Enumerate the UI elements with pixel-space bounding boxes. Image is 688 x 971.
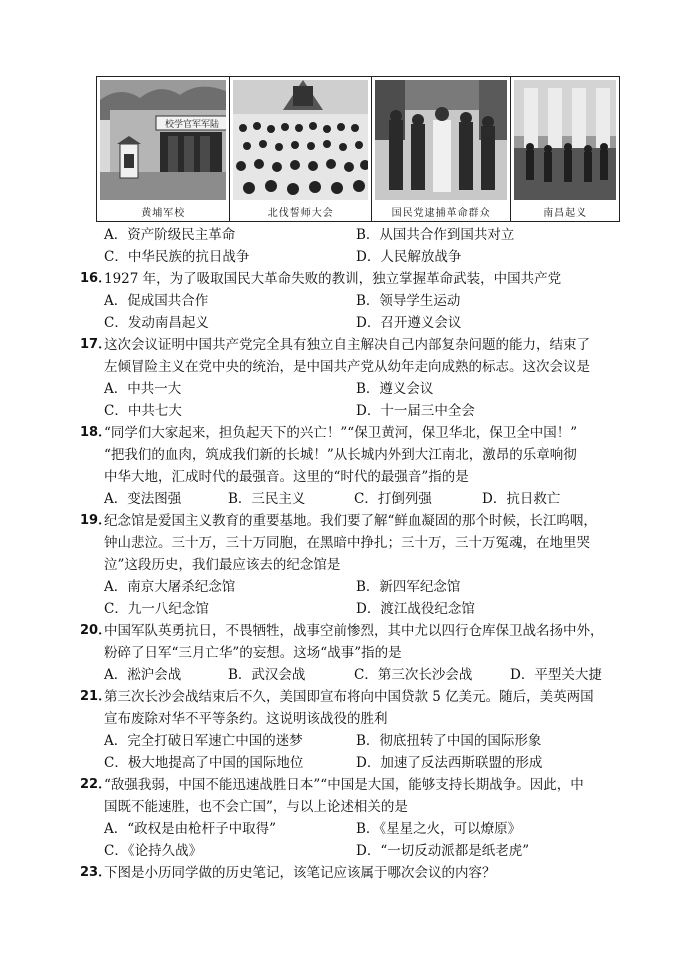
q22-option-b: B．《星星之火，可以燎原》 [356, 821, 522, 837]
question-22 [80, 774, 640, 796]
q18-option-c: C．打倒列强 [354, 491, 432, 507]
q22-text-line1: “敌强我弱，中国不能迅速战胜日本”“中国是大国，能够支持长期战争。因此，中 [104, 777, 584, 793]
q19-text-line3: 泣”这段历史，我们最应该去的纪念馆是 [104, 557, 341, 573]
photo-northern-expedition-caption: 北伐誓师大会 [267, 208, 334, 219]
q17-option-a: A．中共一大 [104, 381, 182, 397]
q19-option-d: D．渡江战役纪念馆 [356, 601, 475, 617]
photo-northern-expedition [230, 77, 371, 221]
photo-whampoa [97, 77, 230, 221]
q16-option-a: A．促成国共合作 [104, 293, 209, 309]
photo-nanchang-uprising-caption: 南昌起义 [543, 208, 588, 219]
q22-options-row2 [80, 840, 640, 862]
q18-option-b: B．三民主义 [228, 491, 306, 507]
question-21 [80, 686, 640, 708]
q15-option-a: A．资产阶级民主革命 [104, 227, 236, 243]
q19-option-a: A．南京大屠杀纪念馆 [104, 579, 236, 595]
q16-option-b: B．领导学生运动 [356, 293, 461, 309]
q23-text: 下图是小历同学做的历史笔记，该笔记应该属于哪次会议的内容？ [104, 865, 496, 881]
q22-option-a: A．“政权是由枪杆子中取得” [104, 821, 277, 837]
photo-nanchang-uprising [511, 77, 619, 221]
q18-text-line3: 中华大地，汇成时代的最强音。这里的“时代的最强音”指的是 [104, 469, 469, 485]
q21-option-d: D．加速了反法西斯联盟的形成 [356, 755, 543, 771]
q16-number: 16． [80, 271, 112, 286]
q16-option-d: D．召开遵义会议 [356, 315, 462, 331]
q22-option-c: C．《论持久战》 [104, 843, 203, 859]
photo-strip [96, 76, 620, 222]
q19-text-line1: 纪念馆是爱国主义教育的重要基地。我们要了解“鲜血凝固的那个时候，长江呜咽， [104, 513, 597, 529]
photo-nanchang-uprising-image [514, 80, 616, 200]
q20-option-b: B．武汉会战 [228, 667, 306, 683]
q20-number: 20． [80, 623, 112, 638]
question-17 [80, 334, 640, 356]
q17-text-line1: 这次会议证明中国共产党完全具有独立自主解决自己内部复杂问题的能力，结束了 [104, 337, 590, 353]
q22-text-line2: 国既不能速胜，也不会亡国”，与以上论述相关的是 [104, 799, 408, 815]
q17-text-line2: 左倾冒险主义在党中央的统治，是中国共产党从幼年走向成熟的标志。这次会议是 [104, 359, 590, 375]
photo-whampoa-sign: 校学官军军陆 [164, 120, 220, 130]
q15-option-c: C．中华民族的抗日战争 [104, 249, 250, 265]
q20-option-a: A．淞沪会战 [104, 667, 182, 683]
q21-option-b: B．彻底扭转了中国的国际形象 [356, 733, 542, 749]
q17-option-c: C．中共七大 [104, 403, 182, 419]
question-list [80, 224, 640, 884]
question-20 [80, 620, 640, 642]
q17-number: 17． [80, 337, 112, 352]
q18-text-line1: “同学们大家起来，担负起天下的兴亡！”“保卫黄河，保卫华北，保卫全中国！” [104, 425, 578, 441]
q15-options-row2 [80, 246, 640, 268]
q20-text-line1: 中国军队英勇抗日，不畏牺牲，战事空前惨烈，其中尤以四行仓库保卫战名扬中外， [104, 623, 604, 639]
photo-whampoa-image [100, 80, 226, 200]
q20-option-c: C．第三次长沙会战 [354, 667, 473, 683]
q21-options-row1 [80, 730, 640, 752]
q23-number: 23． [80, 865, 112, 880]
photo-whampoa-caption: 黄埔军校 [141, 208, 186, 219]
question-19 [80, 510, 640, 532]
photo-kmt-arrests-image [375, 80, 507, 200]
q15-option-b: B．从国共合作到国共对立 [356, 227, 515, 243]
q17-option-d: D．十一届三中全会 [356, 403, 475, 419]
q22-options-row1 [80, 818, 640, 840]
q18-number: 18． [80, 425, 112, 440]
q16-option-c: C．发动南昌起义 [104, 315, 209, 331]
q16-options-row1 [80, 290, 640, 312]
q20-options [80, 664, 640, 686]
q18-option-a: A．变法图强 [104, 491, 182, 507]
photo-kmt-arrests [372, 77, 511, 221]
q17-options-row1 [80, 378, 640, 400]
q21-options-row2 [80, 752, 640, 774]
q16-text: 1927 年，为了吸取国民大革命失败的教训，独立掌握革命武装，中国共产党 [104, 271, 562, 287]
q19-option-b: B．新四军纪念馆 [356, 579, 461, 595]
q18-options [80, 488, 640, 510]
q21-option-a: A．完全打破日军速亡中国的迷梦 [104, 733, 303, 749]
q19-text-line2: 钟山悲泣。三十万，三十万同胞，在黑暗中挣扎；三十万，三十万冤魂，在地里哭 [104, 535, 590, 551]
q21-number: 21． [80, 689, 112, 704]
q19-options-row2 [80, 598, 640, 620]
q22-number: 22． [80, 777, 112, 792]
q18-text-line2: “把我们的血肉，筑成我们新的长城！”从长城内外到大江南北，激昂的乐章响彻 [104, 447, 577, 463]
q22-option-d: D．“一切反动派都是纸老虎” [356, 843, 530, 859]
q16-options-row2 [80, 312, 640, 334]
q15-options-row1 [80, 224, 640, 246]
q20-option-d: D．平型关大捷 [510, 667, 602, 683]
question-23 [80, 862, 640, 884]
q19-option-c: C．九一八纪念馆 [104, 601, 209, 617]
q19-number: 19． [80, 513, 112, 528]
question-16 [80, 268, 640, 290]
photo-kmt-arrests-caption: 国民党逮捕革命群众 [391, 208, 491, 219]
q17-options-row2 [80, 400, 640, 422]
question-18 [80, 422, 640, 444]
q21-text-line2: 宣布废除对华不平等条约。这说明该战役的胜利 [104, 711, 388, 727]
q21-option-c: C．极大地提高了中国的国际地位 [104, 755, 304, 771]
q21-text-line1: 第三次长沙会战结束后不久，美国即宣布将向中国贷款 5 亿美元。随后，美英两国 [104, 689, 594, 705]
q17-option-b: B．遵义会议 [356, 381, 434, 397]
photo-northern-expedition-image [233, 80, 367, 200]
q18-option-d: D．抗日救亡 [482, 491, 561, 507]
q19-options-row1 [80, 576, 640, 598]
q20-text-line2: 粉碎了日军“三月亡华”的妄想。这场“战事”指的是 [104, 645, 402, 661]
q15-option-d: D．人民解放战争 [356, 249, 462, 265]
